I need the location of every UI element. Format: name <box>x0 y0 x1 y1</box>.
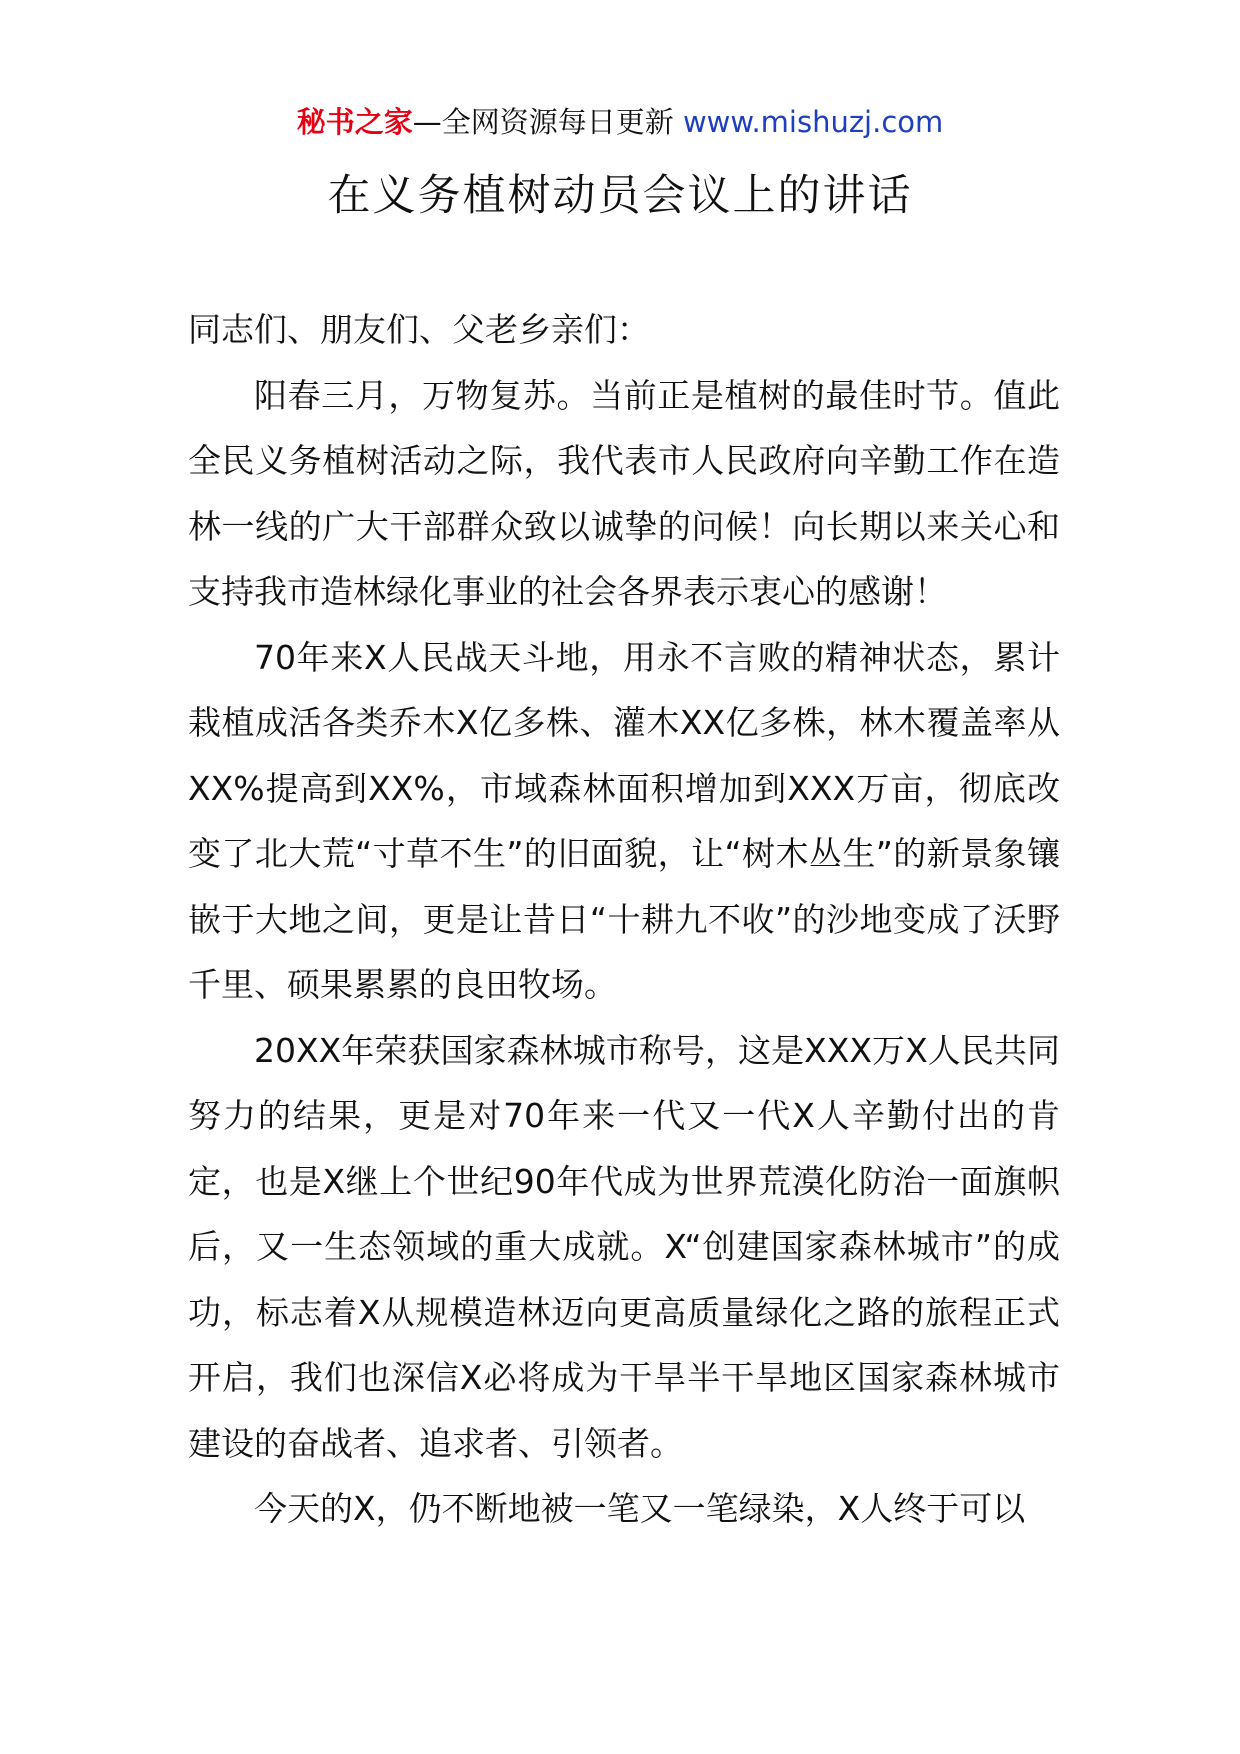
header-tagline: —全网资源每日更新 <box>412 105 674 139</box>
salutation: 同志们、朋友们、父老乡亲们： <box>188 310 650 349</box>
paragraph-1: 阳春三月，万物复苏。当前正是植树的最佳时节。值此全民义务植树活动之际，我代表市人民政府向辛勤工作在造林一线的广大干部群众致以诚挚的问候！向长期以来关心和支持我市造林绿化事业的社会各界表示衷心的感谢！ <box>188 375 1060 611</box>
page-title: 在义务植树动员会议上的讲话 <box>327 171 913 221</box>
site-header <box>0 102 1240 142</box>
paragraph-3: 20XX年荣获国家森林城市称号，这是XXX万X人民共同努力的结果，更是对70年来一代又一代X人辛勤付出的肯定，也是X继上个世纪90年代成为世界荒漠化防治一面旗帜后，又一生态领域的重大成就。X“创建国家森林城市”的成功，标志着X从规模造林迈向更高质量绿化之路的旅程正式开启，我们也深信X必将成为干旱半干旱地区国家森林城市建设的奋战者、追求者、引领者。 <box>188 1030 1060 1463</box>
document-body <box>188 297 1060 1542</box>
brand-name: 秘书之家 <box>296 105 413 139</box>
paragraph-4: 今天的X，仍不断地被一笔又一笔绿染，X人终于可以 <box>254 1489 1026 1528</box>
paragraph-2: 70年来X人民战天斗地，用永不言败的精神状态，累计栽植成活各类乔木X亿多株、灌木XX亿多株，林木覆盖率从XX%提高到XX%，市域森林面积增加到XXX万亩，彻底改变了北大荒“寸草不生”的旧面貌，让“树木丛生”的新景象镶嵌于大地之间，更是让昔日“十耕九不收”的沙地变成了沃野千里、硕果累累的良田牧场。 <box>188 637 1060 1004</box>
header-url-link[interactable]: www.mishuzj.com <box>682 105 944 139</box>
